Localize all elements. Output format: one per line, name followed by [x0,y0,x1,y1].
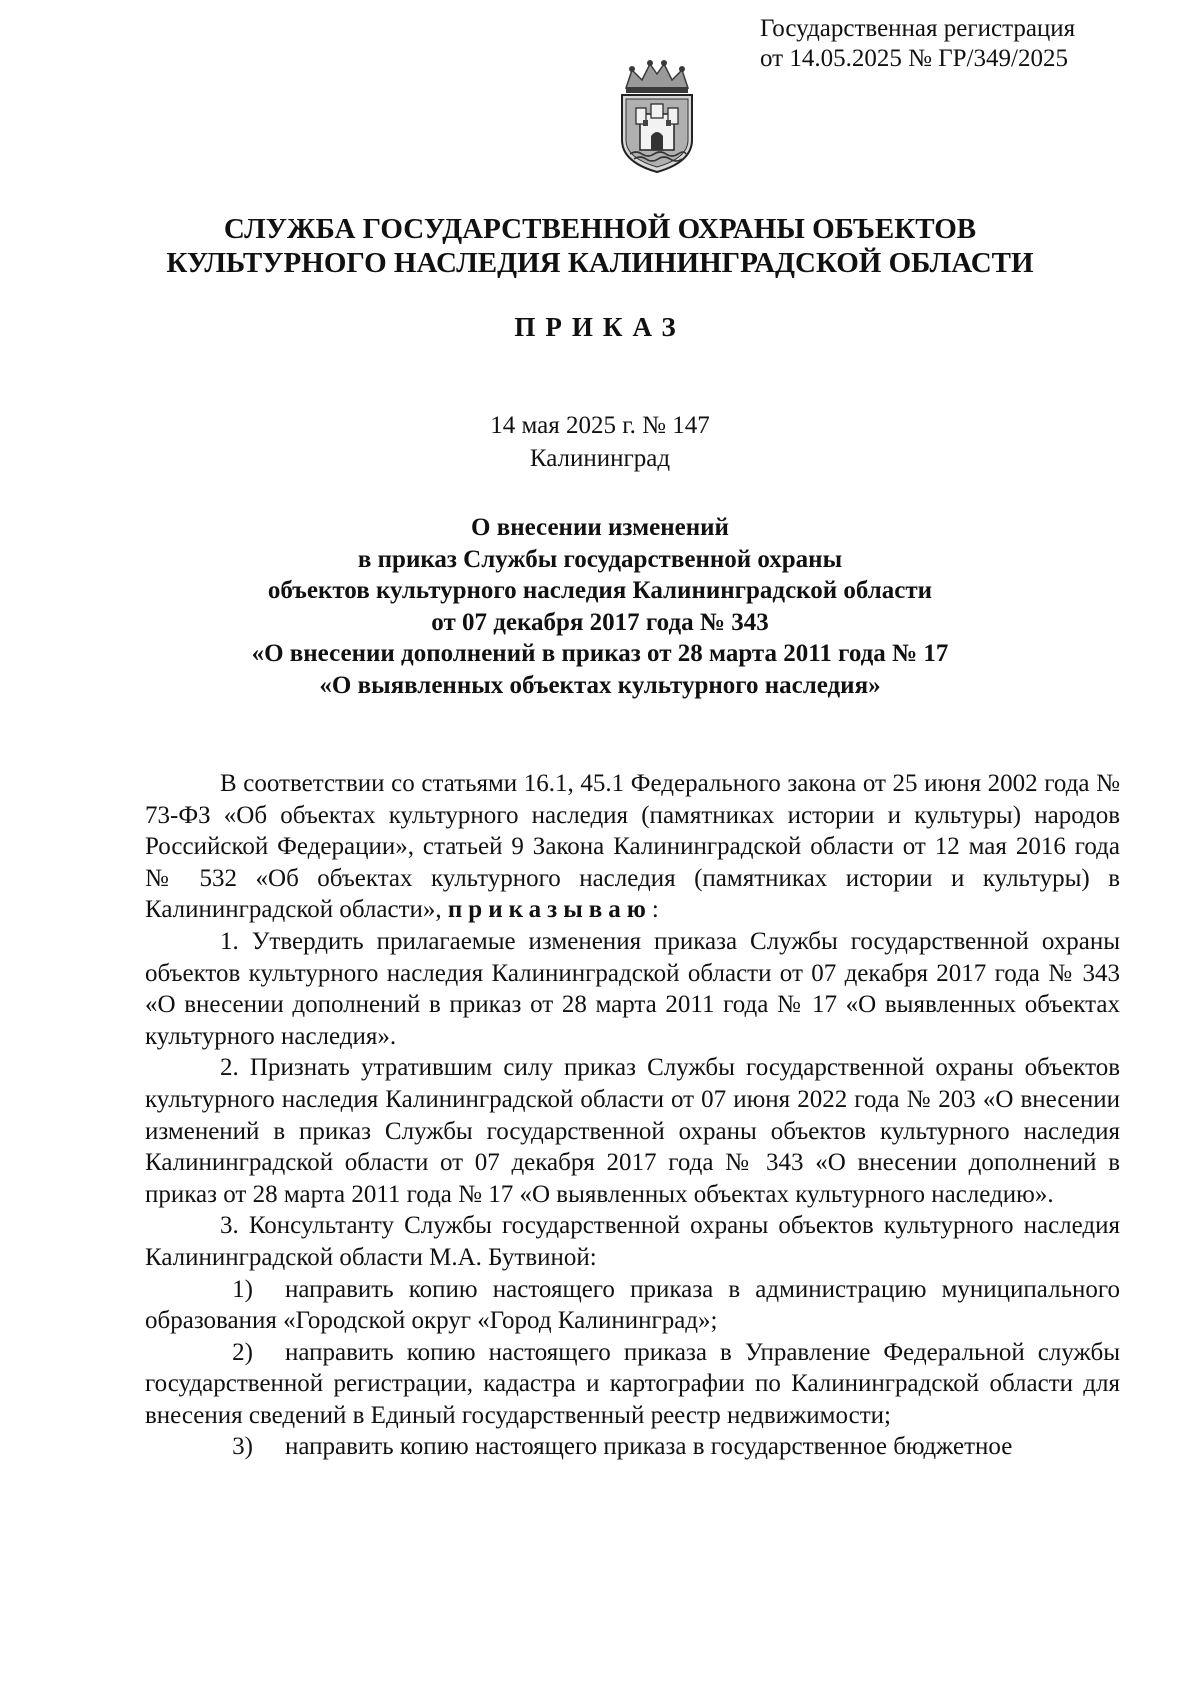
item-3 [145,1210,1120,1273]
subject-line-5: «О внесении дополнений в приказ от 28 марта 2011 года № 17 [251,640,949,668]
item-1 [145,926,1120,1052]
subject-line-2: в приказ Службы государственной охраны [357,545,843,573]
item-3-number: 3. [220,1212,239,1240]
organization-line-1: СЛУЖБА ГОСУДАРСТВЕННОЙ ОХРАНЫ ОБЪЕКТОВ [223,213,977,245]
subitem-3 [145,1431,1120,1463]
preamble-paragraph [145,768,1120,926]
item-1-number: 1. [220,927,239,955]
document-body [145,768,1120,1463]
subject-line-4: от 07 декабря 2017 года № 343 [431,608,769,636]
item-2 [145,1052,1120,1210]
organization-line-2: КУЛЬТУРНОГО НАСЛЕДИЯ КАЛИНИНГРАДСКОЙ ОБЛАСТИ [166,247,1034,279]
subitem-1 [145,1274,1120,1337]
preamble-text: В соответствии со статьями 16.1, 45.1 Федерального закона от 25 июня 2002 года № 73-ФЗ «Об объектах культурного наследия (памятниках истории и культуры) народов Российской Федерации», статьей 9 Закона Калининградской области от 12 мая 2016 года № 532 «Об объектах культурного наследия (памятниках истории и культуры) в Калининградской области», [145,770,1120,924]
organization-title [0,212,1200,280]
subitem-2-text: направить копию настоящего приказа в Управление Федеральной службы государственной регистрации, кадастра и картографии по Калининградской области для внесения сведений в Единый государственный реестр недвижимости; [145,1338,1120,1429]
item-2-number: 2. [220,1054,239,1082]
subitem-3-number: 3) [232,1433,253,1461]
coat-of-arms-icon [612,58,702,174]
subitem-1-text: направить копию настоящего приказа в администрацию муниципального образования «Городской округ «Город Калининград»; [145,1275,1120,1335]
registration-line-1: Государственная регистрация [760,15,1076,42]
item-3-text: Консультанту Службы государственной охраны объектов культурного наследия Калининградской области М.А. Бутвиной: [145,1212,1121,1271]
item-1-text: Утвердить прилагаемые изменения приказа Службы государственной охраны объектов культурного наследия Калининградской области от 07 декабря 2017 года № 343 «О внесении дополнений в приказ от 28 марта 2011 года № 17 «О выявленных объектах культурного наследия». [145,927,1120,1050]
subitem-1-number: 1) [232,1275,253,1303]
subject-line-3: объектов культурного наследия Калининградской области [267,577,933,605]
document-type: ПРИКАЗ [514,312,686,342]
order-city: Калининград [529,445,671,472]
registration-line-2: от 14.05.2025 № ГР/349/2025 [760,45,1068,72]
subitem-2 [145,1337,1120,1432]
subitem-2-number: 2) [232,1338,253,1366]
order-directive: приказываю [447,896,652,924]
order-meta [0,409,1200,475]
order-directive-colon: : [651,896,659,924]
order-subject [0,512,1200,702]
subject-line-6: «О выявленных объектах культурного наследия» [319,671,881,699]
subject-line-1: О внесении изменений [471,514,729,541]
registration-stamp [760,14,1075,74]
order-date-number: 14 мая 2025 г. № 147 [490,412,710,439]
item-2-text: Признать утратившим силу приказ Службы государственной охраны объектов культурного наследия Калининградской области от 07 июня 2022 года № 203 «О внесении изменений в приказ Службы государственной охраны объектов культурного наследия Калининградской области от 07 декабря 2017 года № 343 «О внесении дополнений в приказ от 28 марта 2011 года № 17 «О выявленных объектах культурного наследию». [145,1054,1121,1208]
subitem-3-text: направить копию настоящего приказа в государственное бюджетное [285,1433,1013,1461]
